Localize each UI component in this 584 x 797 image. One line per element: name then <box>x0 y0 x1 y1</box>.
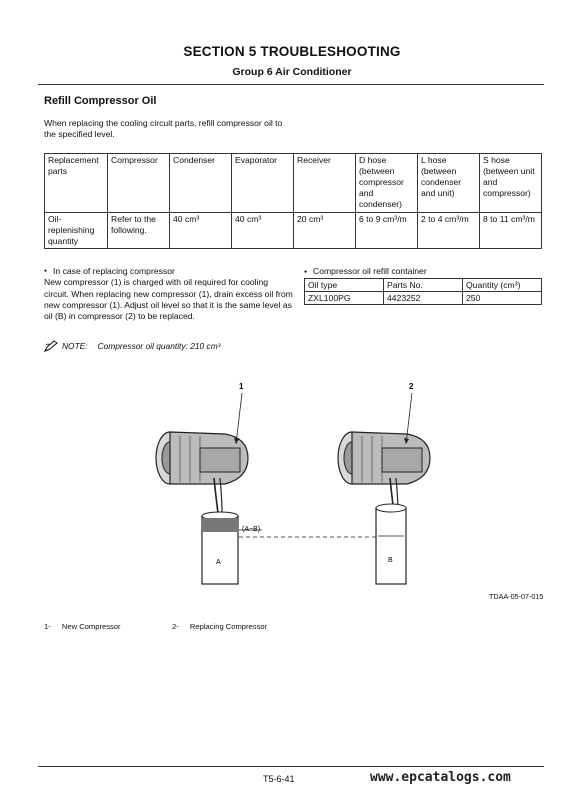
container-b <box>376 504 406 584</box>
table-cell: 40 cm³ <box>170 213 232 249</box>
table-header-row <box>305 279 542 292</box>
table-row <box>305 292 542 305</box>
table-row <box>45 213 542 249</box>
replacing-body: New compressor (1) is charged with oil required for cooling circuit. When replacing new compressor (1), drain excess oil from new compressor (1). Adjust oil level so that it is the same level as oil (B) in compressor (2) to be replaced. <box>44 277 293 322</box>
page-number: T5-6-41 <box>263 774 295 784</box>
table-cell: L hose (between condenser and unit) <box>418 154 480 213</box>
table-cell: 8 to 11 cm³/m <box>480 213 542 249</box>
table-cell: 6 to 9 cm³/m <box>356 213 418 249</box>
footer-rule <box>38 766 544 767</box>
container-heading: ● Compressor oil refill container <box>304 266 427 276</box>
table-cell: S hose (between unit and compressor) <box>480 154 542 213</box>
caption-num: 1- <box>44 622 51 631</box>
table-cell: Parts No. <box>384 279 463 292</box>
intro-text: When replacing the cooling circuit parts, refill compressor oil to the specified level. <box>44 118 283 139</box>
note-text: Compressor oil quantity: 210 cm³ <box>97 341 221 351</box>
table-cell: Receiver <box>294 154 356 213</box>
table-cell: 250 <box>463 292 542 305</box>
label-ab: (A−B) <box>242 526 261 533</box>
page-heading: Refill Compressor Oil <box>44 95 157 107</box>
pencil-note-icon <box>44 340 58 352</box>
table-header-row <box>45 154 542 213</box>
table-cell: Refer to the following. <box>108 213 170 249</box>
table-cell: 20 cm³ <box>294 213 356 249</box>
table-cell: 4423252 <box>384 292 463 305</box>
caption-text: Replacing Compressor <box>189 622 268 631</box>
table-cell: Replacement parts <box>45 154 108 213</box>
caption-text: New Compressor <box>61 622 121 631</box>
label-a: A <box>216 559 221 566</box>
table-cell: Oil type <box>305 279 384 292</box>
table-cell: 2 to 4 cm³/m <box>418 213 480 249</box>
oil-replenish-table <box>44 153 542 249</box>
table-cell: Evaporator <box>232 154 294 213</box>
caption-1 <box>44 622 121 631</box>
header-rule <box>38 84 544 85</box>
table-cell: 40 cm³ <box>232 213 294 249</box>
figure-code: TDAA-05-07-015 <box>489 592 544 601</box>
table-cell: Condenser <box>170 154 232 213</box>
table-cell: D hose (between compressor and condenser) <box>356 154 418 213</box>
new-compressor-illustration <box>156 432 248 513</box>
table-cell: Compressor <box>108 154 170 213</box>
replacing-heading: ● In case of replacing compressor <box>44 266 294 277</box>
replacing-compressor-illustration <box>338 432 430 513</box>
table-cell: ZXL100PG <box>305 292 384 305</box>
group-title: Group 6 Air Conditioner <box>232 66 352 78</box>
table-cell: Quantity (cm³) <box>463 279 542 292</box>
note <box>44 340 220 352</box>
caption-num: 2- <box>172 622 179 631</box>
callout-2: 2 <box>409 382 414 391</box>
replacing-section <box>44 266 294 323</box>
section-title: SECTION 5 TROUBLESHOOTING <box>183 44 401 59</box>
caption-2 <box>172 622 267 631</box>
compressor-oil-figure <box>140 378 440 588</box>
watermark: www.epcatalogs.com <box>370 770 511 785</box>
label-b: B <box>388 557 393 564</box>
table-cell: Oil-replenishing quantity <box>45 213 108 249</box>
note-label: NOTE: <box>62 341 88 351</box>
callout-1: 1 <box>239 382 244 391</box>
container-a <box>202 512 238 584</box>
oil-container-table <box>304 278 542 305</box>
